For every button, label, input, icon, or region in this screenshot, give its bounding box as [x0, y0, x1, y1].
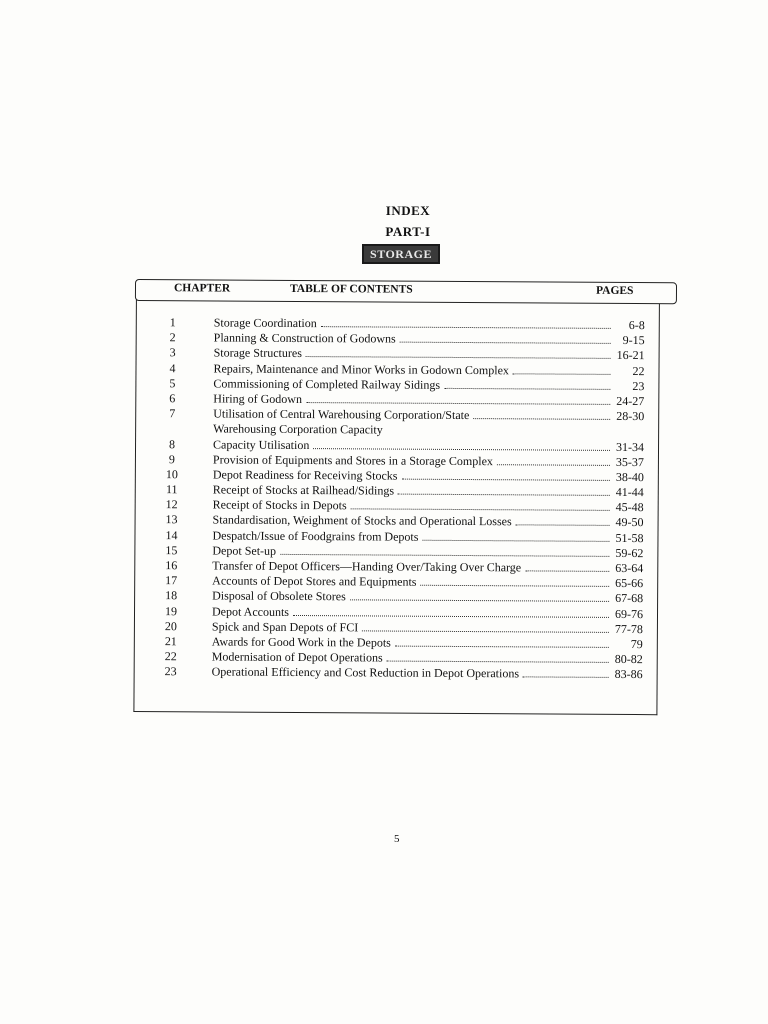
- dot-leader: [516, 525, 610, 527]
- chapter-title-text: Operational Efficiency and Cost Reduction in Depot Operations: [211, 664, 520, 681]
- pages-column-header: PAGES: [595, 284, 634, 298]
- page-range: 24-27: [616, 393, 645, 409]
- chapter-title: [212, 665, 612, 683]
- toc-header: [135, 279, 677, 304]
- page-range: 83-86: [614, 667, 643, 682]
- chapter-title-text: Storage Coordination: [213, 315, 317, 331]
- index-title: INDEX: [385, 203, 431, 218]
- chapter-title-text: Spick and Span Depots of FCI: [211, 619, 359, 635]
- chapter-title-text: Depot Accounts: [211, 604, 290, 619]
- chapter-number: 21: [164, 634, 177, 649]
- chapter-title-text: Capacity Utilisation: [212, 436, 310, 452]
- section-badge: STORAGE: [362, 244, 440, 264]
- chapter-number: 8: [169, 436, 176, 451]
- page-range: 59-62: [615, 545, 644, 560]
- chapter-number: 7: [169, 406, 176, 421]
- dot-leader: [293, 615, 609, 618]
- dot-leader: [362, 630, 609, 633]
- chapter-title-line: Warehousing Corporation Capacity: [213, 421, 383, 437]
- chapter-title-text: Transfer of Depot Officers—Handing Over/Taking Over Charge: [212, 558, 522, 575]
- page-range: 38-40: [615, 469, 644, 484]
- chapter-title-text: Provision of Equipments and Stores in a Storage Complex: [212, 452, 493, 468]
- dot-leader: [420, 585, 609, 587]
- page-range: 77-78: [614, 621, 643, 636]
- dot-leader: [525, 570, 609, 572]
- chapter-number: 13: [165, 512, 178, 527]
- page-range: 41-44: [615, 485, 644, 500]
- chapter-number: 15: [165, 543, 178, 558]
- dot-leader: [444, 388, 610, 390]
- page-range: 9-15: [622, 333, 645, 348]
- page-range: 45-48: [615, 500, 644, 515]
- dot-leader: [351, 509, 610, 512]
- chapter-title-text: Repairs, Maintenance and Minor Works in Godown Complex: [213, 361, 509, 377]
- dot-leader: [513, 373, 611, 375]
- toc-list: [135, 315, 657, 683]
- dot-leader: [350, 600, 609, 603]
- dot-leader: [398, 494, 610, 496]
- chapter-number: 16: [165, 558, 178, 573]
- chapter-title-text: Planning & Construction of Godowns: [213, 330, 396, 346]
- chapter-number: 6: [169, 391, 176, 406]
- chapter-title-text: Despatch/Issue of Foodgrains from Depots: [212, 528, 419, 544]
- chapter-title-line: Utilisation of Central Warehousing Corporation/State: [213, 406, 470, 423]
- dot-leader: [313, 448, 610, 451]
- page-range: 16-21: [616, 348, 645, 363]
- page-number: 5: [394, 833, 400, 845]
- contents-column-header: TABLE OF CONTENTS: [289, 282, 413, 296]
- chapter-number: 22: [164, 649, 177, 664]
- chapter-title-text: Awards for Good Work in the Depots: [211, 634, 391, 650]
- page-range: 28-30: [616, 409, 645, 424]
- page-range: 65-66: [615, 576, 644, 591]
- dot-leader: [497, 464, 610, 466]
- chapter-number: 4: [169, 360, 176, 375]
- page-range: 6-8: [628, 318, 645, 333]
- dot-leader: [523, 677, 609, 679]
- chapter-number: 23: [164, 664, 177, 679]
- page-range: 23: [632, 378, 645, 393]
- chapter-title-text: Depot Readiness for Receiving Stocks: [212, 467, 398, 483]
- dot-leader: [401, 479, 609, 481]
- chapter-title-text: Commissioning of Completed Railway Sidings: [213, 376, 441, 392]
- chapter-number: 19: [164, 603, 178, 618]
- chapter-title-text: Hiring of Godown: [213, 391, 303, 406]
- dot-leader: [306, 356, 611, 359]
- chapter-number: 9: [168, 451, 175, 466]
- page-range: 51-58: [615, 530, 644, 545]
- chapter-number: 1: [169, 315, 176, 330]
- toc-entry: [135, 664, 655, 682]
- chapter-title-text: Accounts of Depot Stores and Equipments: [212, 573, 417, 589]
- page-range: 67-68: [615, 591, 644, 606]
- chapter-number: 11: [165, 482, 178, 497]
- chapter-title-text: Receipt of Stocks at Railhead/Sidings: [212, 482, 395, 498]
- table-of-contents: [133, 282, 660, 715]
- dot-leader: [306, 402, 610, 405]
- chapter-title-text: Storage Structures: [213, 345, 302, 361]
- page-range: 63-64: [615, 560, 644, 576]
- chapter-title-text: Standardisation, Weighment of Stocks and Operational Losses: [212, 512, 512, 529]
- chapter-number: 2: [169, 330, 176, 345]
- dot-leader: [422, 539, 609, 541]
- chapter-number: 5: [169, 375, 176, 390]
- chapter-title-text: Modernisation of Depot Operations: [211, 649, 383, 665]
- dot-leader: [321, 326, 611, 329]
- page-range: 69-76: [614, 606, 644, 621]
- chapter-number: 17: [165, 573, 178, 588]
- chapter-column-header: CHAPTER: [173, 282, 231, 295]
- chapter-title-text: Depot Set-up: [212, 543, 277, 558]
- dot-leader: [473, 418, 610, 420]
- page-range: 79: [630, 636, 643, 652]
- dot-leader: [400, 342, 611, 344]
- page-range: 31-34: [615, 439, 645, 454]
- page-range: 22: [632, 363, 645, 378]
- chapter-number: 18: [165, 588, 178, 603]
- page-range: 49-50: [615, 515, 644, 530]
- dot-leader: [387, 661, 609, 663]
- dot-leader: [395, 646, 609, 648]
- chapter-number: 20: [164, 618, 177, 634]
- toc-entry: [136, 406, 656, 440]
- chapter-number: 14: [165, 527, 178, 542]
- chapter-number: 10: [165, 467, 178, 482]
- chapter-title-text: Disposal of Obsolete Stores: [212, 588, 346, 604]
- dot-leader: [280, 554, 609, 557]
- chapter-number: 12: [165, 497, 178, 512]
- chapter-number: 3: [169, 345, 176, 360]
- chapter-title-text: Receipt of Stocks in Depots: [212, 497, 347, 513]
- page-range: 80-82: [614, 652, 643, 667]
- chapter-title: [213, 407, 613, 440]
- part-title: PART-I: [385, 224, 431, 239]
- page-range: 35-37: [615, 454, 644, 469]
